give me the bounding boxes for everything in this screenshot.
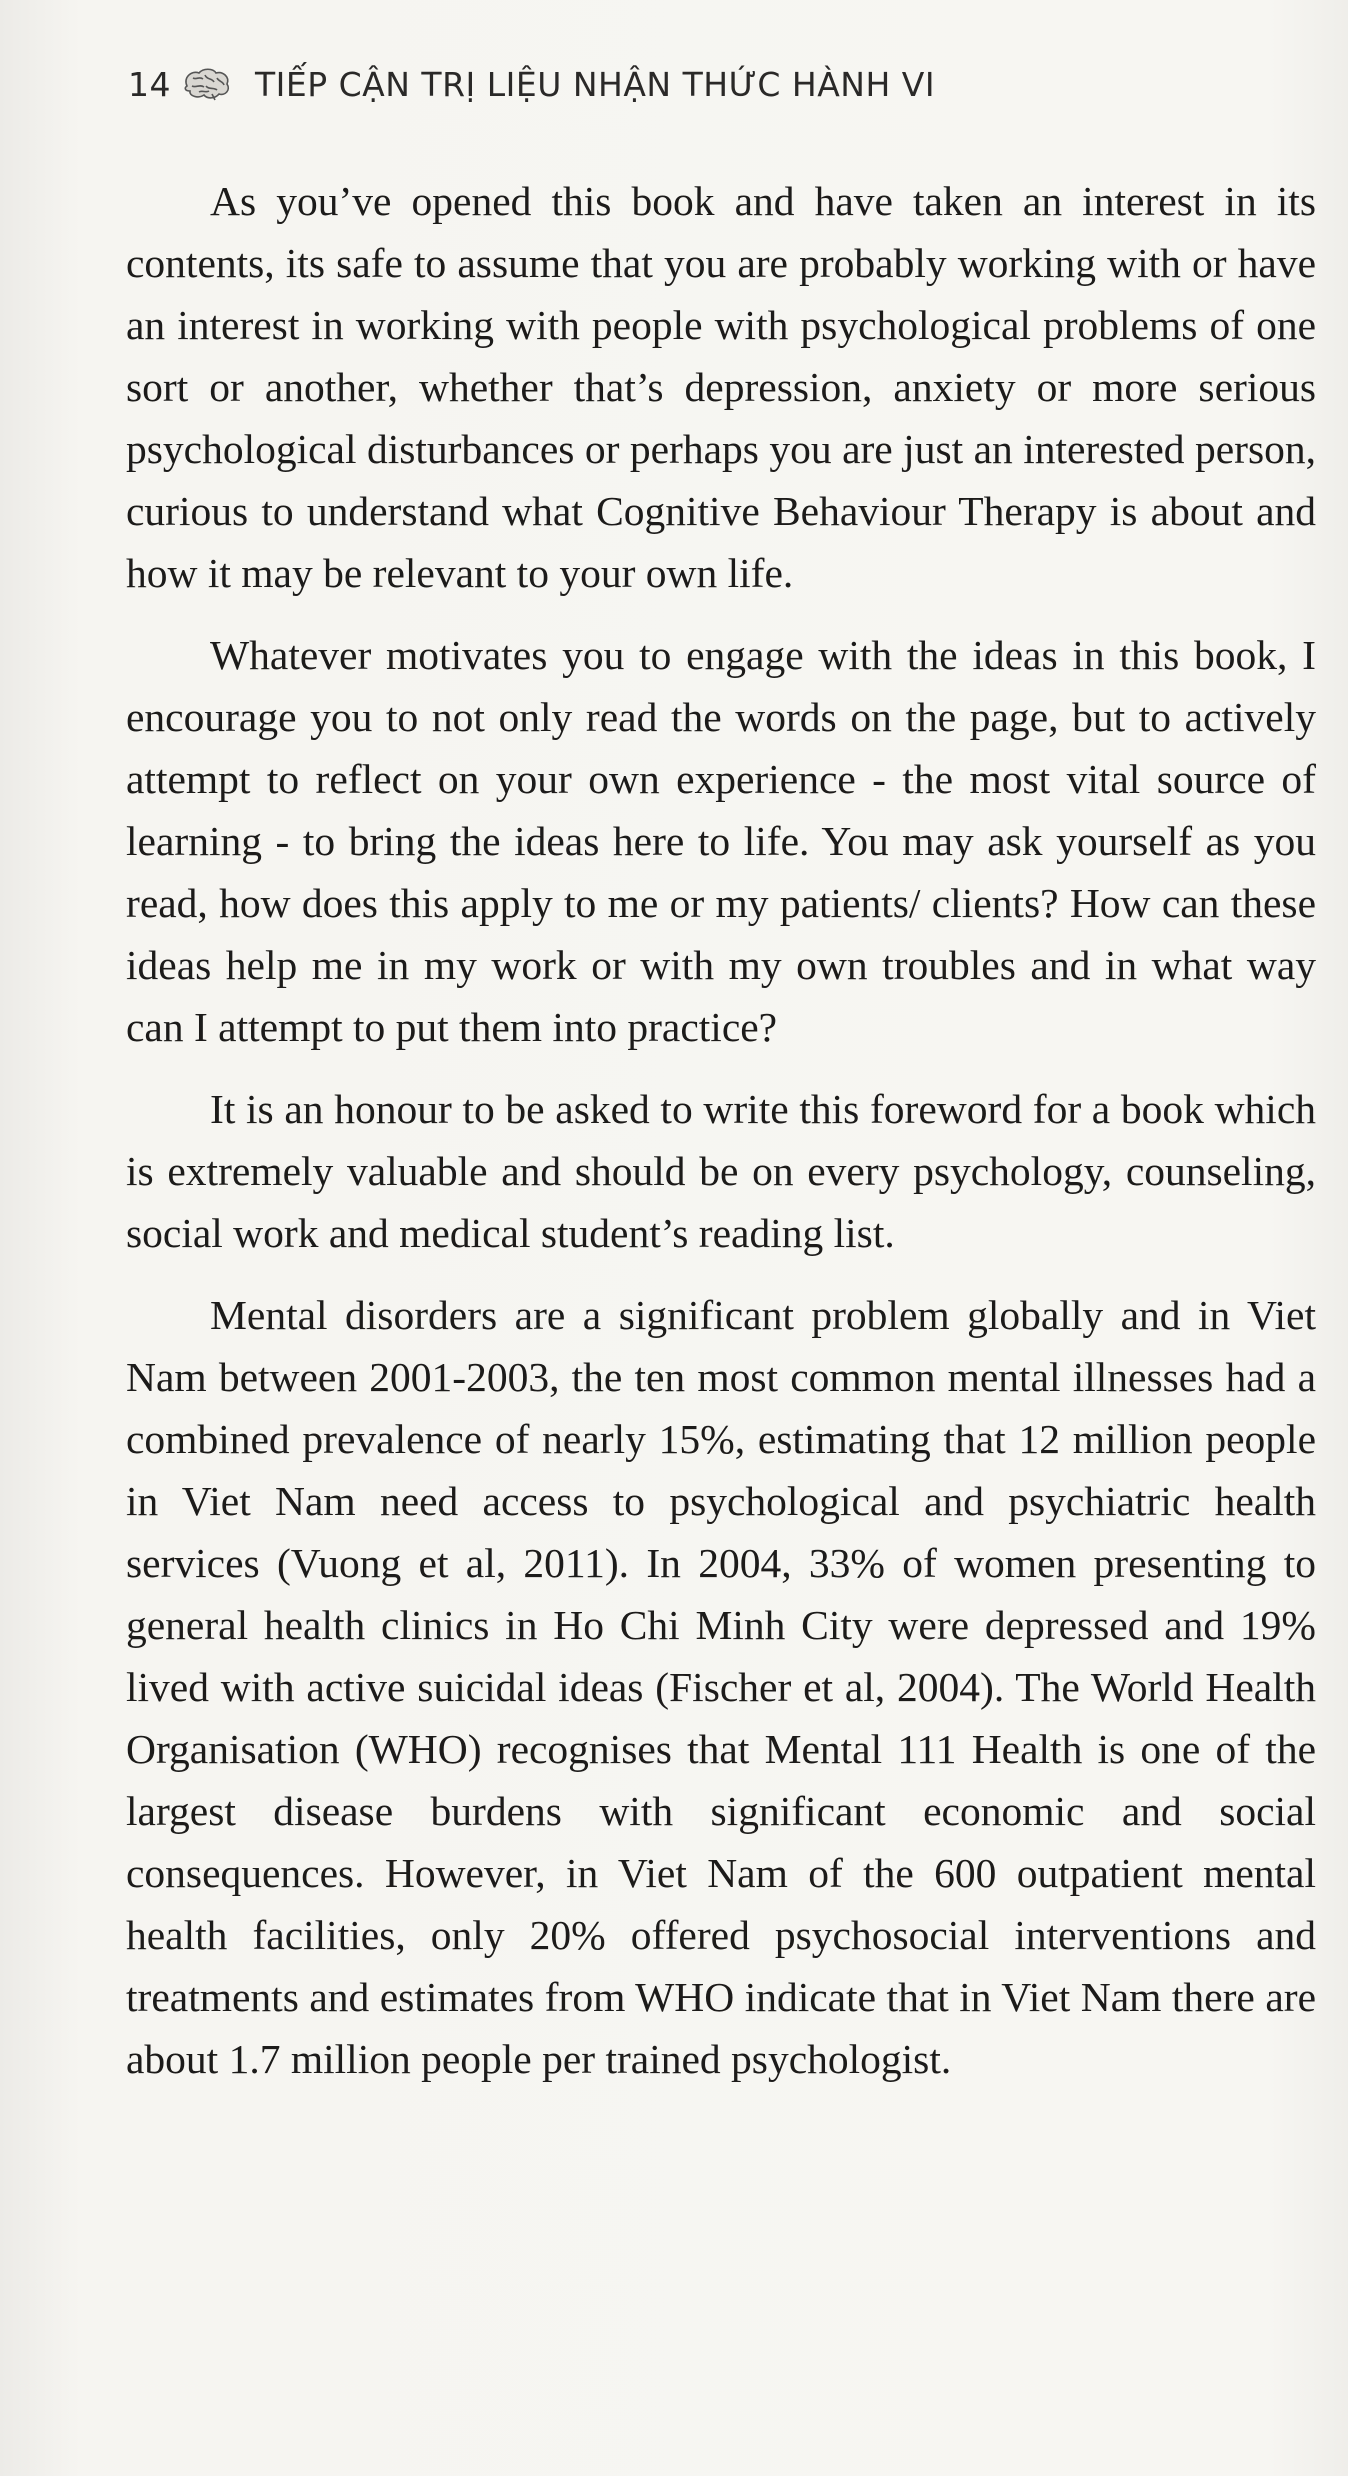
- paragraph-1: As you’ve opened this book and have taken an interest in its contents, its safe to assume that you are probably working with or have an interest in working with people with psychological problems of one sort or another, whether that’s depression, anxiety or more serious psychological disturbances or perhaps you are just an interested person, curious to understand what Cognitive Behaviour Therapy is about and how it may be relevant to your own life.: [126, 178, 1316, 596]
- brain-icon: [179, 66, 233, 102]
- foreword-body: [126, 170, 1316, 2110]
- running-title: TIẾP CẬN TRỊ LIỆU NHẬN THỨC HÀNH VI: [255, 64, 936, 104]
- paragraph-2: Whatever motivates you to engage with the ideas in this book, I encourage you to not only read the words on the page, but to actively attempt to reflect on your own experience - the most vital source of learning - to bring the ideas here to life. You may ask yourself as you read, how does this apply to me or my patients/ clients? How can these ideas help me in my work or with my own troubles and in what way can I attempt to put them into practice?: [126, 632, 1316, 1050]
- running-header: [128, 60, 935, 108]
- paragraph-4: Mental disorders are a significant problem globally and in Viet Nam between 2001-2003, the ten most common mental illnesses had a combined prevalence of nearly 15%, estimating that 12 million people in Viet Nam need access to psychological and psychiatric health services (Vuong et al, 2011). In 2004, 33% of women presenting to general health clinics in Ho Chi Minh City were depressed and 19% lived with active suicidal ideas (Fischer et al, 2004). The World Health Organisation (WHO) recognises that Mental 111 Health is one of the largest disease burdens with significant economic and social consequences. However, in Viet Nam of the 600 outpatient mental health facilities, only 20% offered psychosocial interventions and treatments and estimates from WHO indicate that in Viet Nam there are about 1.7 million people per trained psychologist.: [126, 1292, 1316, 2082]
- paragraph-3: It is an honour to be asked to write this foreword for a book which is extremely valuable and should be on every psychology, counseling, social work and medical student’s reading list.: [126, 1086, 1316, 1256]
- page-number: 14: [128, 64, 171, 104]
